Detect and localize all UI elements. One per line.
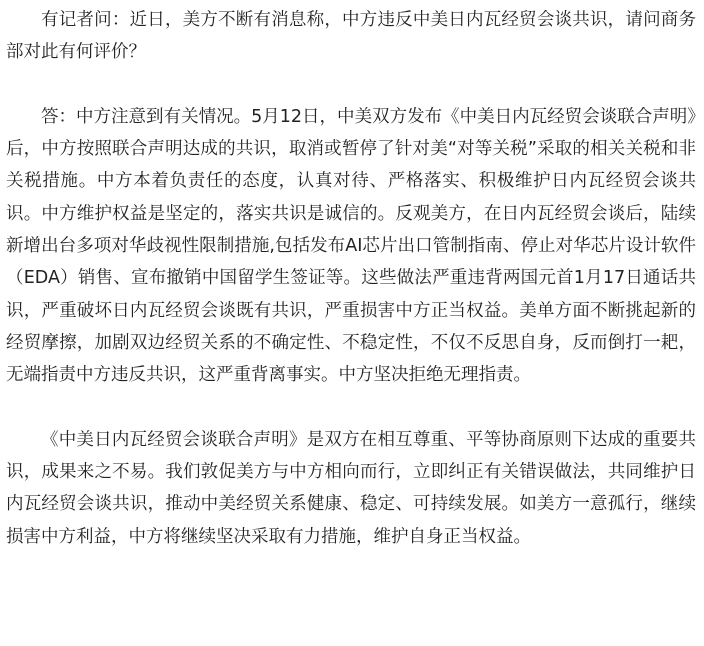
question-paragraph: 有记者问：近日，美方不断有消息称，中方违反中美日内瓦经贸会谈共识，请问商务部对此有何评价？ xyxy=(6,10,696,63)
answer-paragraph: 答：中方注意到有关情况。5月12日，中美双方发布《中美日内瓦经贸会谈联合声明》后，中方按照联合声明达成的共识，取消或暂停了针对美“对等关税”采取的相关关税和非关税措施。中方本着负责任的态度，认真对待、严格落实、积极维护日内瓦经贸会谈共识。中方维护权益是坚定的，落实共识是诚信的。反观美方，在日内瓦经贸会谈后，陆续新增出台多项对华歧视性限制措施,包括发布AI芯片出口管制指南、停止对华芯片设计软件（EDA）销售、宣布撤销中国留学生签证等。这些做法严重违背两国元首1月17日通话共识，严重破坏日内瓦经贸会谈既有共识，严重损害中方正当权益。美单方面不断挑起新的经贸摩擦，加剧双边经贸关系的不确定性、不稳定性，不仅不反思自身，反而倒打一耙，无端指责中方违反共识，这严重背离事实。中方坚决拒绝无理指责。 xyxy=(6,106,696,386)
document-body xyxy=(6,0,696,553)
closing-paragraph: 《中美日内瓦经贸会谈联合声明》是双方在相互尊重、平等协商原则下达成的重要共识，成果来之不易。我们敦促美方与中方相向而行，立即纠正有关错误做法，共同维护日内瓦经贸会谈共识，推动中美经贸关系健康、稳定、可持续发展。如美方一意孤行，继续损害中方利益，中方将继续坚决采取有力措施，维护自身正当权益。 xyxy=(6,429,696,547)
